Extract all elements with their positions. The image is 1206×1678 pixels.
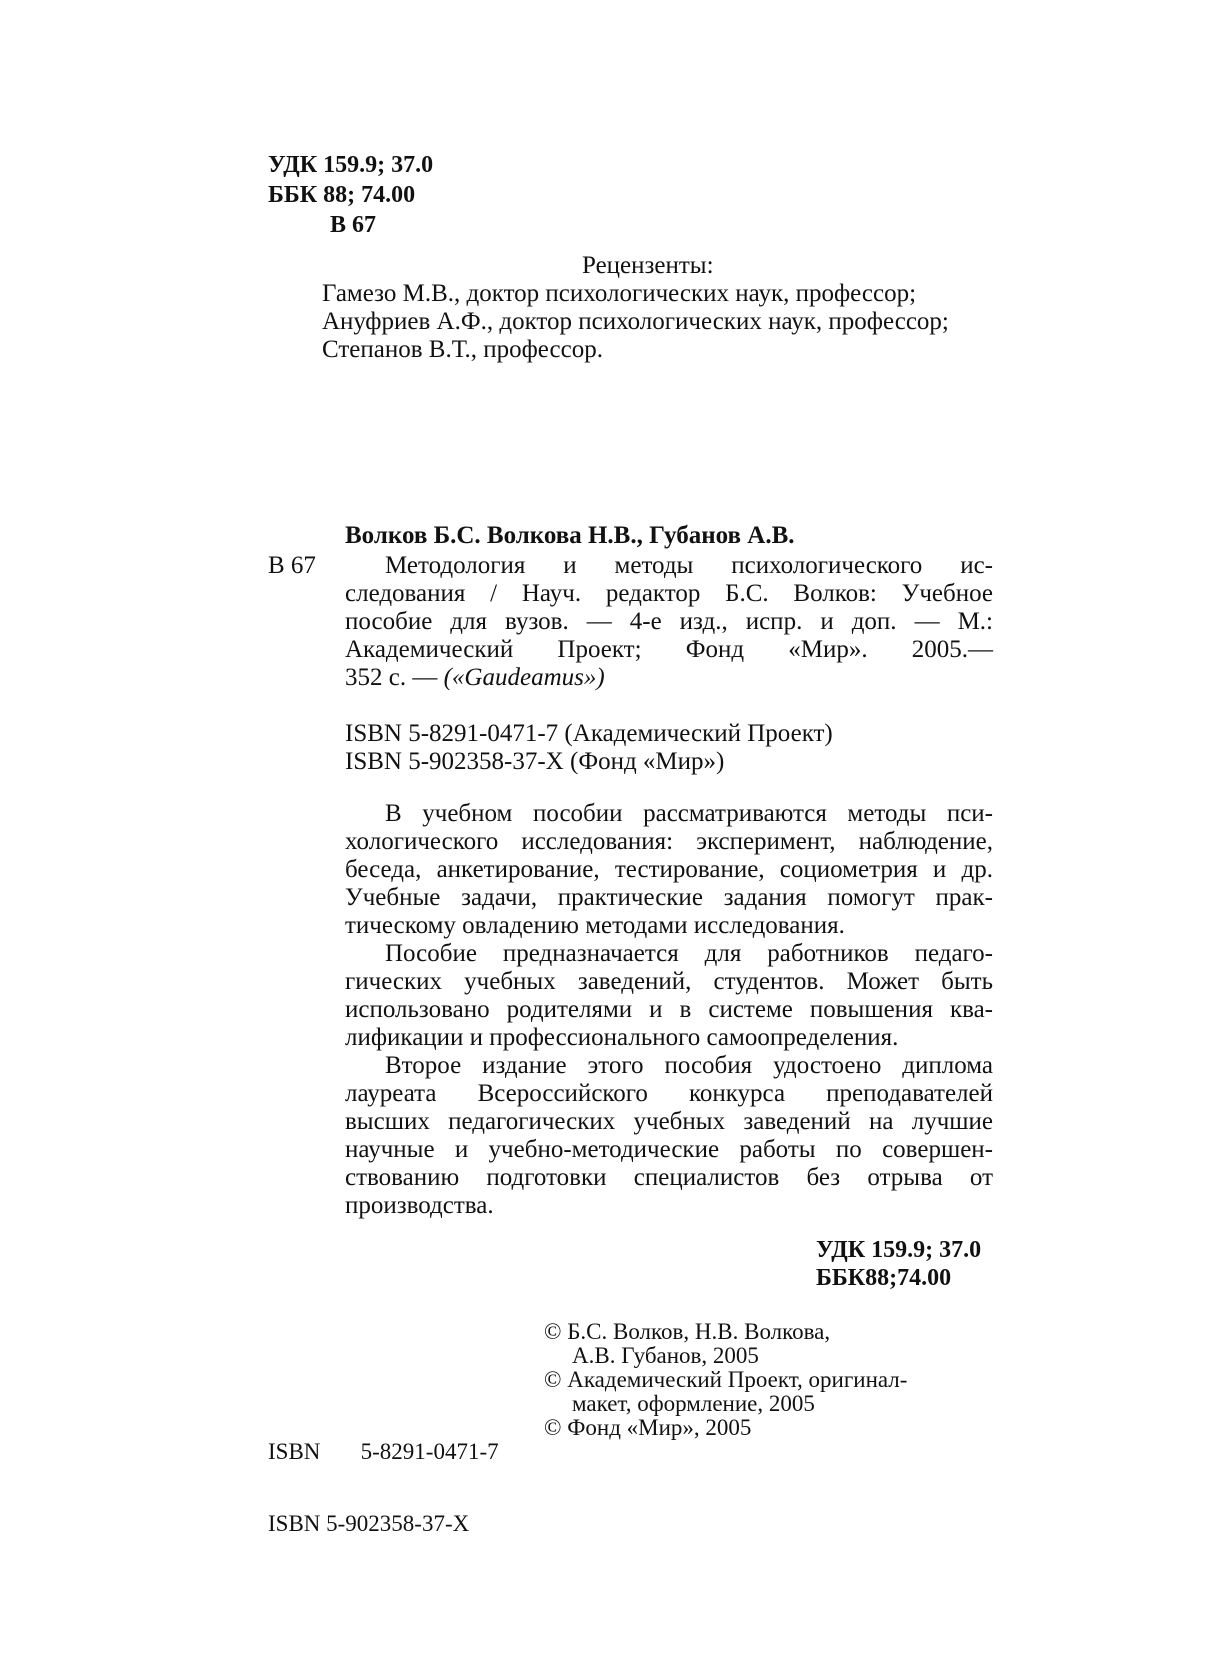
annotation xyxy=(345,800,993,1220)
annotation-paragraph xyxy=(345,1052,993,1220)
isbn-bottom-line: ISBN 5-8291-0471-7 xyxy=(268,1439,499,1464)
description-line: Методология и методы психологического ис- xyxy=(385,552,993,579)
copyright-line: макет, оформление, 2005 xyxy=(572,1391,815,1416)
description-line: Академический Проект; Фонд «Мир». 2005.— xyxy=(345,636,993,663)
annotation-line: Учебные задачи, практические задания помогут прак- xyxy=(345,884,993,911)
description-line: пособие для вузов. — 4-е изд., испр. и доп. — М.: xyxy=(345,608,993,635)
classification-block xyxy=(268,150,433,240)
annotation-line: ствованию подготовки специалистов без отрыва от xyxy=(345,1164,993,1191)
bibliography-code: В 67 xyxy=(268,552,316,579)
isbn-bottom-line: ISBN 5-902358-37-X xyxy=(268,1511,470,1536)
annotation-paragraph xyxy=(345,800,993,940)
reviewer-item: Ануфриев А.Ф., доктор психологических наук, профессор; xyxy=(322,308,949,335)
annotation-line: научные и учебно-методические работы по совершен- xyxy=(345,1136,993,1163)
reviewers-heading: Рецензенты: xyxy=(582,252,714,279)
classification-bottom xyxy=(816,1236,981,1292)
isbn-line: ISBN 5-902358-37-X (Фонд «Мир») xyxy=(345,748,725,775)
author-mark: В 67 xyxy=(330,212,377,238)
copyright-line: А.В. Губанов, 2005 xyxy=(572,1343,759,1368)
annotation-line: использовано родителями и в системе повышения ква- xyxy=(345,996,993,1023)
copyright-line: © Б.С. Волков, Н.В. Волкова, xyxy=(544,1319,831,1344)
annotation-line: Пособие предназначается для работников педаго- xyxy=(385,940,993,967)
annotation-line: лауреата Всероссийского конкурса преподавателей xyxy=(345,1080,993,1107)
reviewer-item: Степанов В.Т., профессор. xyxy=(322,336,603,363)
annotation-line: лификации и профессионального самоопределения. xyxy=(345,1024,899,1051)
annotation-line: Второе издание этого пособия удостоено диплома xyxy=(385,1052,993,1079)
isbn-bottom xyxy=(268,1392,499,1560)
isbn-line: ISBN 5-8291-0471-7 (Академический Проект) xyxy=(345,720,833,747)
page-count: 352 с. — xyxy=(345,664,444,691)
annotation-line: производства. xyxy=(345,1192,494,1219)
annotation-line: беседа, анкетирование, тестирование, социометрия и др. xyxy=(345,856,993,883)
bibliographic-description xyxy=(345,552,993,692)
annotation-paragraph xyxy=(345,940,993,1052)
copyright-line: © Академический Проект, оригинал- xyxy=(544,1367,908,1392)
copyright-block xyxy=(544,1320,907,1440)
udk-code: УДК 159.9; 37.0 xyxy=(268,152,434,178)
bbk-code: ББК 88; 74.00 xyxy=(268,182,416,208)
annotation-line: высших педагогических учебных заведений на лучшие xyxy=(345,1108,993,1135)
copyright-line: © Фонд «Мир», 2005 xyxy=(544,1415,752,1440)
annotation-line: хологического исследования: эксперимент, наблюдение, xyxy=(345,828,993,855)
isbn-block xyxy=(345,720,833,776)
authors-line: Волков Б.С. Волкова Н.В., Губанов А.В. xyxy=(345,522,795,549)
bbk-code-bottom: ББК88;74.00 xyxy=(816,1265,952,1291)
annotation-line: В учебном пособии рассматриваются методы пси- xyxy=(385,800,993,827)
reviewer-item: Гамезо М.В., доктор психологических наук, профессор; xyxy=(322,280,917,307)
udk-code-bottom: УДК 159.9; 37.0 xyxy=(816,1237,982,1263)
description-last-line xyxy=(345,664,993,692)
series-title: («Gaudeamus») xyxy=(443,664,605,691)
description-line: следования / Науч. редактор Б.С. Волков: Учебное xyxy=(345,580,993,607)
reviewers-list xyxy=(322,280,949,364)
annotation-line: гических учебных заведений, студентов. Может быть xyxy=(345,968,993,995)
annotation-line: тическому овладению методами исследования. xyxy=(345,912,845,939)
